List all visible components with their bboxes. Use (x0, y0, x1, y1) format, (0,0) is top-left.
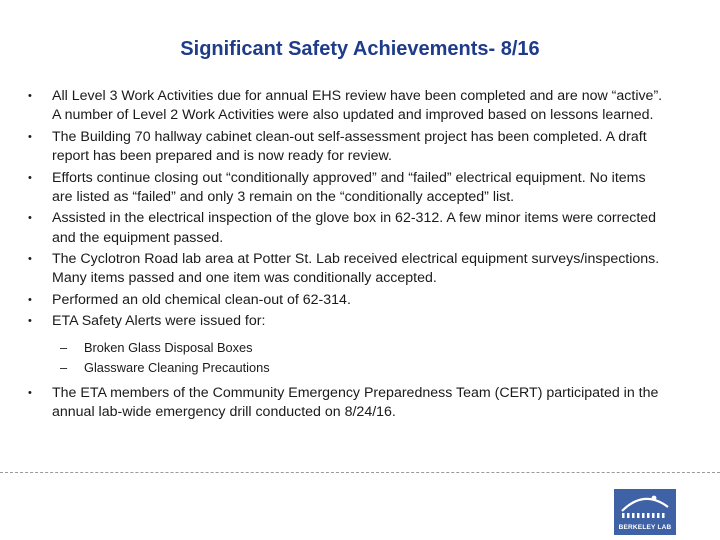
sub-bullet-marker: – (60, 339, 68, 355)
bullet-item (24, 209, 664, 248)
bullet-marker: • (28, 171, 32, 184)
bullet-text: Efforts continue closing out “conditionally approved” and “failed” electrical equipment. No items are listed as “failed” and only 3 remain on the “conditionally accepted” list. (52, 169, 646, 205)
bullet-marker: • (28, 90, 32, 102)
bullet-marker: • (28, 253, 32, 266)
bullet-text: The Cyclotron Road lab area at Potter St. Lab received electrical equipment surveys/inspections. Many items passed and one item was conditionally accepted. (52, 251, 660, 287)
bullet-item (24, 312, 664, 377)
berkeley-lab-logo-icon (614, 489, 676, 523)
bullet-item (24, 128, 664, 167)
bullet-list (24, 87, 664, 424)
bullet-marker: • (28, 212, 32, 225)
bullet-marker: • (28, 315, 32, 328)
sub-bullet-list (52, 338, 664, 378)
bullet-item (24, 250, 664, 289)
bullet-text: All Level 3 Work Activities due for annual EHS review have been completed and are now “active”. A number of Level 2 Work Activities were also updated and improved based on lessons learned. (52, 88, 663, 124)
bullet-item (24, 87, 664, 126)
sub-bullet-item (52, 358, 664, 378)
bullet-text: ETA Safety Alerts were issued for: (52, 313, 266, 330)
bullet-marker: • (28, 386, 32, 399)
bullet-item (24, 169, 664, 208)
bullet-item (24, 384, 664, 423)
berkeley-lab-logo (614, 489, 676, 535)
sub-bullet-item (52, 338, 664, 358)
bullet-text: Performed an old chemical clean-out of 62-314. (52, 291, 351, 308)
logo-text: BERKELEY LAB (618, 524, 672, 531)
bullet-marker: • (28, 130, 32, 143)
bullet-item (24, 291, 664, 310)
bullet-text: The ETA members of the Community Emergency Preparedness Team (CERT) participated in the annual lab-wide emergency drill conducted on 8/24/16. (52, 384, 659, 420)
footer-divider (0, 472, 720, 473)
bullet-marker: • (28, 293, 32, 306)
sub-bullet-text: Broken Glass Disposal Boxes (84, 339, 253, 355)
bullet-text: The Building 70 hallway cabinet clean-out self-assessment project has been completed. A draft report has been prepared and is now ready for review. (52, 128, 647, 165)
sub-bullet-text: Glassware Cleaning Precautions (84, 359, 270, 375)
bullet-text: Assisted in the electrical inspection of the glove box in 62-312. A few minor items were corrected and the equipment passed. (52, 210, 657, 246)
sub-bullet-marker: – (60, 359, 68, 375)
slide-title: Significant Safety Achievements- 8/16 (180, 38, 540, 60)
